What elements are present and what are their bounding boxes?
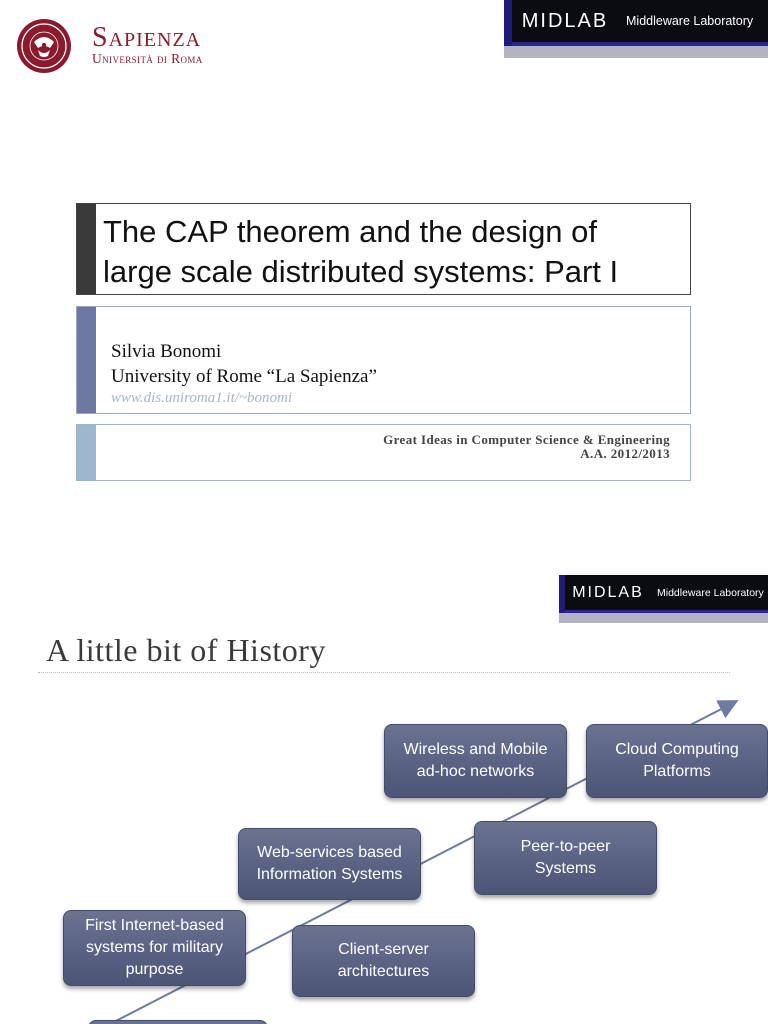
title-divider (38, 672, 730, 673)
course-box (76, 424, 691, 481)
author-box (76, 306, 691, 414)
course-name: Great Ideas in Computer Science & Engineering (383, 432, 670, 447)
milestone-label: Web-services based Information Systems (256, 844, 403, 883)
university-name: Sapienza (92, 22, 202, 53)
milestone-peer-to-peer (474, 821, 657, 895)
history-timeline (0, 690, 768, 1024)
midlab-banner (504, 0, 768, 58)
milestone-first-internet (63, 910, 246, 986)
milestone-partial-box (88, 1020, 268, 1024)
milestone-web-services (238, 828, 421, 900)
university-subname: Università di Roma (92, 51, 203, 66)
author-accent-bar (77, 307, 96, 413)
course-accent-bar (77, 425, 96, 480)
author-affiliation: University of Rome “La Sapienza” (111, 366, 377, 387)
milestone-label: Cloud Computing Platforms (615, 741, 739, 780)
author-name: Silvia Bonomi (111, 341, 222, 362)
history-title: A little bit of History (46, 632, 326, 668)
university-wordmark (92, 24, 203, 66)
milestone-label: Client-server architectures (337, 941, 430, 980)
milestone-client-server (292, 925, 475, 997)
midlab-subtitle: Middleware Laboratory (618, 0, 768, 46)
midlab-banner-small (559, 575, 768, 623)
slide-title-line-2: large scale distributed systems: Part I (103, 254, 619, 289)
banner-underline (559, 613, 768, 623)
milestone-cloud-computing (586, 724, 768, 798)
milestone-label: Peer-to-peer Systems (520, 838, 611, 877)
milestone-wireless-adhoc (384, 724, 567, 798)
academic-year: A.A. 2012/2013 (580, 446, 670, 461)
milestone-label: Wireless and Mobile ad-hoc networks (403, 741, 548, 780)
milestone-label: First Internet-based systems for military purpose (85, 917, 224, 978)
title-accent-bar (77, 204, 96, 294)
slide-title (103, 212, 683, 292)
midlab-logo-text: MIDLAB (512, 0, 618, 46)
course-info (383, 433, 670, 461)
title-box (76, 203, 691, 295)
slide-title-line-1: The CAP theorem and the design of (103, 214, 598, 249)
author-url[interactable]: www.dis.uniroma1.it/~bonomi (111, 390, 293, 406)
banner-underline (504, 46, 768, 58)
midlab-subtitle: Middleware Laboratory (651, 575, 768, 613)
sapienza-seal-icon (16, 18, 72, 74)
midlab-logo-text: MIDLAB (565, 575, 651, 613)
